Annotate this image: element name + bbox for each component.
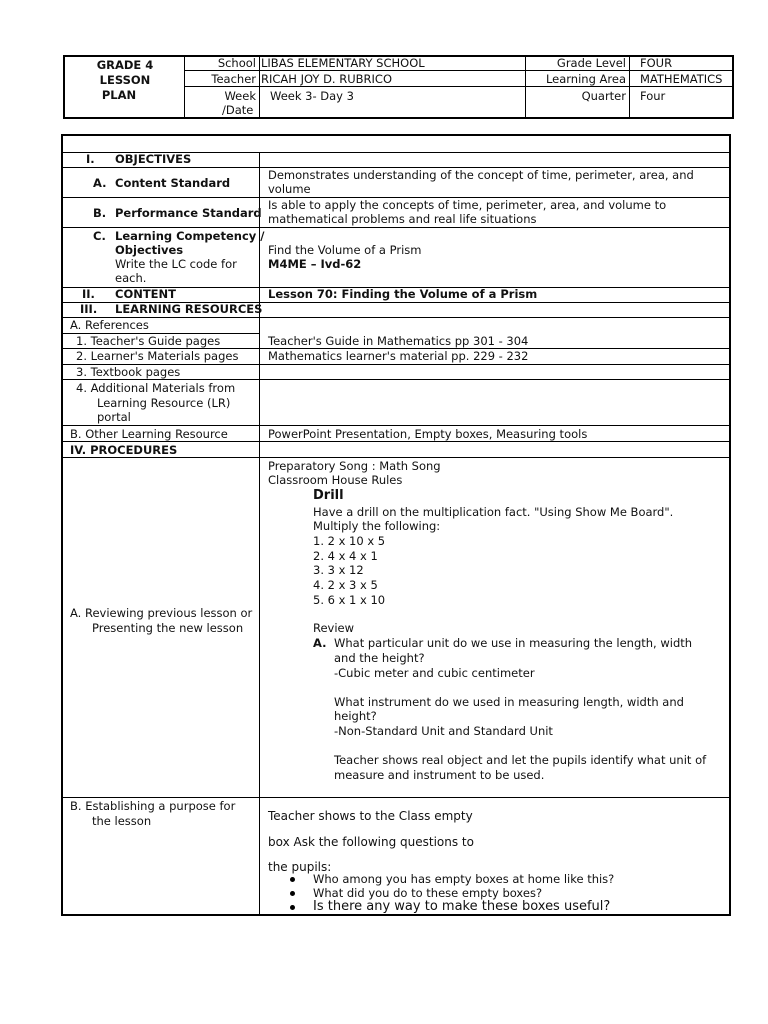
objectives-heading: OBJECTIVES (115, 152, 192, 166)
performance-standard-value-2: mathematical problems and real life situations (268, 212, 537, 226)
week-label-2: /Date (222, 103, 254, 117)
purpose-line-3: the pupils: (268, 860, 332, 874)
procedure-b-label-2: the lesson (92, 814, 152, 828)
competency-label-1: Learning Competency / (115, 229, 265, 243)
purpose-line-1: Teacher shows to the Class empty (268, 809, 473, 823)
quarter-value: Four (640, 89, 666, 103)
review-q3-line-2: measure and instrument to be used. (334, 768, 545, 782)
drill-item-3: 3. 3 x 12 (313, 563, 364, 577)
teachers-guide-value: Teacher's Guide in Mathematics pp 301 - 304 (268, 334, 529, 348)
teacher-label: Teacher (211, 72, 256, 86)
additional-materials-label-2: Learning Resource (LR) (97, 396, 231, 410)
grade-label-2: LESSON (99, 73, 151, 87)
resources-num: III. (80, 302, 98, 316)
learning-area-value: MATHEMATICS (640, 72, 723, 86)
purpose-question-2: What did you do to these empty boxes? (313, 886, 543, 900)
grade-label-3: PLAN (101, 88, 137, 102)
content-standard-value-1: Demonstrates understanding of the concept of time, perimeter, area, and (268, 168, 694, 182)
preparatory-song: Preparatory Song : Math Song (268, 459, 441, 473)
competency-value: Find the Volume of a Prism (268, 243, 422, 257)
review-q2-line-1: What instrument do we used in measuring length, width and (334, 695, 684, 709)
content-standard-label: Content Standard (115, 176, 231, 190)
grade-level-value: FOUR (640, 56, 673, 70)
week-label-1: Week (224, 89, 256, 103)
drill-item-1: 1. 2 x 10 x 5 (313, 534, 386, 548)
learning-area-label: Learning Area (545, 72, 626, 86)
competency-label-2: Objectives (115, 243, 184, 257)
performance-standard-num: B. (93, 206, 107, 220)
teacher-value: RICAH JOY D. RUBRICO (261, 72, 393, 86)
content-num: II. (82, 287, 95, 301)
review-q2-line-2: height? (334, 709, 377, 723)
competency-code: M4ME – Ivd-62 (268, 257, 362, 271)
content-standard-value-2: volume (268, 182, 311, 196)
grade-label-1: GRADE 4 (96, 58, 154, 72)
bullet-icon (290, 877, 295, 882)
objectives-num: I. (86, 152, 95, 166)
additional-materials-label-1: 4. Additional Materials from (76, 381, 236, 395)
purpose-line-2: box Ask the following questions to (268, 835, 474, 849)
review-label: Review (313, 621, 355, 635)
drill-title: Drill (313, 488, 344, 503)
other-resource-value: PowerPoint Presentation, Empty boxes, Measuring tools (268, 427, 588, 441)
review-q2-answer: -Non-Standard Unit and Standard Unit (334, 724, 553, 738)
procedure-a-label-1: A. Reviewing previous lesson or (70, 606, 253, 620)
week-value: Week 3- Day 3 (270, 89, 354, 103)
review-q3-line-1: Teacher shows real object and let the pupils identify what unit of (334, 753, 707, 767)
other-resource-label: B. Other Learning Resource (70, 427, 228, 441)
learners-materials-label: 2. Learner's Materials pages (76, 349, 239, 363)
school-label: School (217, 56, 256, 70)
additional-materials-label-3: portal (97, 410, 131, 424)
competency-note-2: each. (115, 271, 147, 285)
content-label: CONTENT (115, 287, 177, 301)
purpose-question-1: Who among you has empty boxes at home like this? (313, 872, 615, 886)
teachers-guide-label: 1. Teacher's Guide pages (76, 334, 221, 348)
textbook-label: 3. Textbook pages (76, 365, 181, 379)
references-label: A. References (70, 318, 149, 332)
house-rules: Classroom House Rules (268, 473, 403, 487)
procedures-heading: IV. PROCEDURES (70, 443, 178, 457)
drill-item-4: 4. 2 x 3 x 5 (313, 578, 378, 592)
competency-note-1: Write the LC code for (115, 257, 237, 271)
performance-standard-value-1: Is able to apply the concepts of time, perimeter, area, and volume to (268, 198, 667, 212)
procedure-a-label-2: Presenting the new lesson (92, 621, 244, 635)
bullet-icon (290, 891, 295, 896)
content-value: Lesson 70: Finding the Volume of a Prism (268, 287, 538, 301)
bullet-icon (290, 905, 295, 910)
drill-item-2: 2. 4 x 4 x 1 (313, 549, 378, 563)
performance-standard-label: Performance Standard (115, 206, 262, 220)
review-q1-answer: -Cubic meter and cubic centimeter (334, 666, 535, 680)
purpose-question-3: Is there any way to make these boxes useful? (313, 899, 611, 914)
grade-level-label: Grade Level (556, 56, 626, 70)
content-standard-num: A. (93, 176, 107, 190)
review-q1-line-2: and the height? (334, 651, 425, 665)
resources-label: LEARNING RESOURCES (115, 302, 263, 316)
multiply-text: Multiply the following: (313, 519, 441, 533)
quarter-label: Quarter (581, 89, 626, 103)
drill-item-5: 5. 6 x 1 x 10 (313, 593, 386, 607)
competency-num: C. (93, 229, 106, 243)
drill-text: Have a drill on the multiplication fact. "Using Show Me Board". (313, 505, 674, 519)
learners-materials-value: Mathematics learner's material pp. 229 - 232 (268, 349, 529, 363)
review-q1-line-1: What particular unit do we use in measuring the length, width (334, 636, 693, 650)
procedure-b-label-1: B. Establishing a purpose for (70, 799, 236, 813)
review-letter: A. (313, 636, 327, 650)
school-value: LIBAS ELEMENTARY SCHOOL (261, 56, 425, 70)
